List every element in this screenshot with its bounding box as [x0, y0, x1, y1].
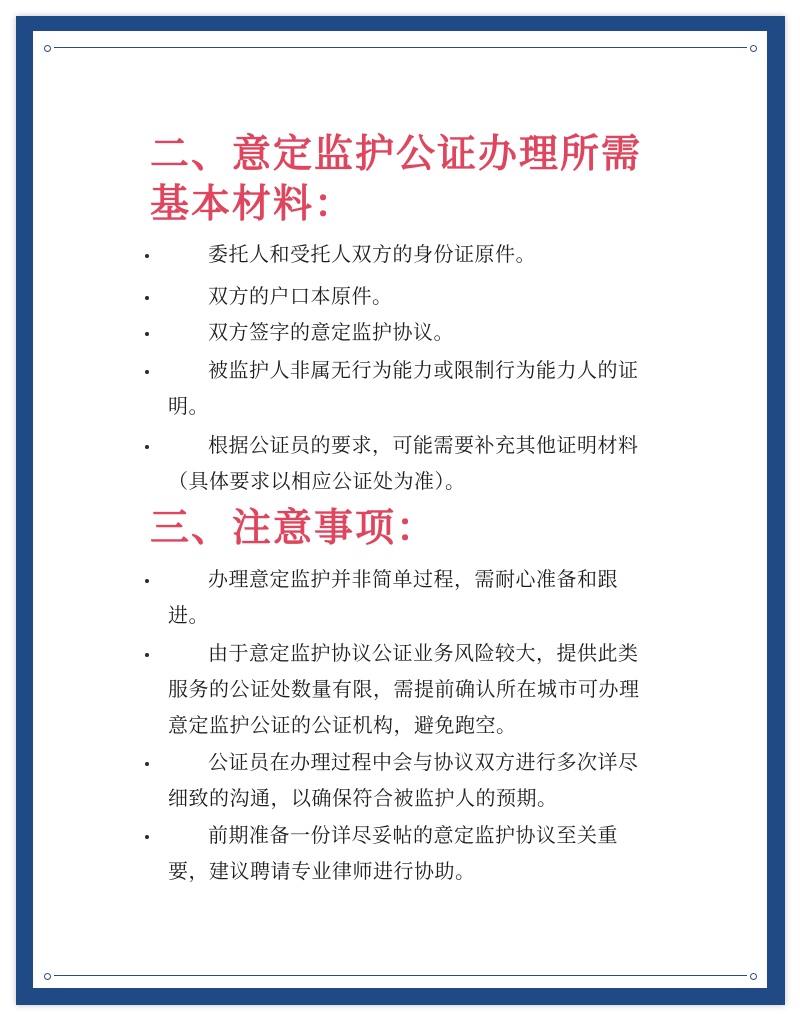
list-item-text: 被监护人非属无行为能力或限制行为能力人的证明。 [168, 358, 639, 418]
list-item-text: 办理意定监护并非简单过程，需耐心准备和跟进。 [168, 567, 618, 627]
bullet-dot [145, 835, 149, 839]
section2-heading-line2: 基本材料： [150, 182, 356, 227]
section3-heading: 三、注意事项： [150, 506, 438, 551]
list-item-text: 委托人和受托人双方的身份证原件。 [208, 242, 536, 266]
list-item-text: 双方的户口本原件。 [208, 284, 393, 308]
bullet-dot [145, 332, 149, 336]
bullet-dot [145, 653, 149, 657]
list-item-text: 由于意定监护协议公证业务风险较大，提供此类服务的公证处数量有限，需提前确认所在城市可办理意定监护公证的公证机构，避免跑空。 [168, 641, 640, 737]
bullet-dot [145, 254, 149, 258]
list-item-text: 公证员在办理过程中会与协议双方进行多次详尽细致的沟通，以确保符合被监护人的预期。 [168, 750, 639, 810]
list-item-text: 根据公证员的要求，可能需要补充其他证明材料（具体要求以相应公证处为准）。 [168, 433, 639, 493]
bullet-dot [145, 579, 149, 583]
bullet-dot [145, 296, 149, 300]
bullet-dot [145, 370, 149, 374]
list-item-text: 前期准备一份详尽妥帖的意定监护协议至关重要，建议聘请专业律师进行协助。 [168, 823, 618, 883]
list-item-text: 双方签字的意定监护协议。 [208, 320, 454, 344]
bullet-dot [145, 762, 149, 766]
bullet-dot [145, 445, 149, 449]
section2-heading-line1: 二、意定监护公证办理所需 [150, 132, 643, 177]
